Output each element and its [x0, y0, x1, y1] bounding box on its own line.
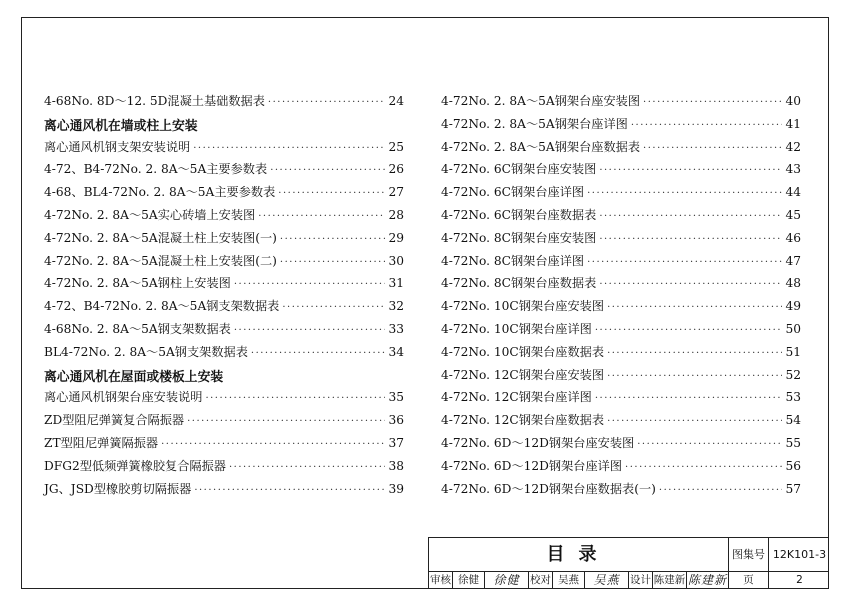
toc-page-number: 25: [388, 139, 404, 154]
toc-entry: [44, 388, 404, 411]
dot-leader: [193, 143, 385, 154]
toc-page-number: 49: [785, 299, 801, 314]
designer-name: 陈建新: [653, 571, 687, 589]
toc-page-number: 53: [785, 390, 801, 405]
title-block-signature-row: [429, 571, 829, 589]
dot-leader: [595, 325, 783, 336]
toc-entry-title: 4-72No. 6C钢架台座数据表: [441, 207, 597, 222]
toc-page-number: 52: [785, 367, 801, 382]
check-label: 校对: [529, 571, 553, 589]
toc-section-heading: [44, 115, 404, 138]
toc-page-number: 27: [388, 185, 404, 200]
toc-page-number: 47: [785, 253, 801, 268]
dot-leader: [643, 97, 782, 108]
dot-leader: [607, 416, 782, 427]
toc-entry-title: 4-72No. 8C钢架台座安装图: [441, 230, 597, 245]
toc-entry-title: 4-72No. 10C钢架台座数据表: [441, 344, 605, 359]
toc-page-number: 37: [388, 435, 404, 450]
toc-left-column: [44, 92, 404, 502]
toc-entry: [441, 92, 801, 115]
dot-leader: [625, 462, 782, 473]
dot-leader: [258, 211, 385, 222]
toc-entry: [44, 160, 404, 183]
atlas-number: 12K101-3: [772, 548, 827, 561]
dot-leader: [161, 439, 385, 450]
toc-entry: [44, 274, 404, 297]
toc-entry-title: ZD型阻尼弹簧复合隔振器: [44, 413, 185, 428]
dot-leader: [278, 188, 385, 199]
toc-entry-title: 4-68No. 8D～12. 5D混凝土基础数据表: [44, 94, 265, 108]
reviewer-name: 徐健: [453, 571, 485, 589]
checker-name: 吴燕: [553, 571, 585, 589]
toc-page-number: 48: [785, 276, 801, 291]
dot-leader: [587, 257, 782, 268]
toc-entry-title: 4-72No. 2. 8A～5A混凝土柱上安装图(二): [44, 253, 277, 268]
dot-leader: [187, 416, 385, 427]
design-label: 设计: [629, 571, 653, 589]
dot-leader: [643, 143, 782, 154]
toc-entry-title: BL4-72No. 2. 8A～5A钢支架数据表: [44, 344, 248, 359]
title-block: [428, 537, 829, 589]
toc-entry-title: 4-68No. 2. 8A～5A钢支架数据表: [44, 321, 231, 336]
toc-entry: [441, 320, 801, 343]
dot-leader: [234, 325, 386, 336]
toc-page-number: 44: [785, 185, 801, 200]
dot-leader: [270, 165, 385, 176]
toc-entry: [44, 434, 404, 457]
dot-leader: [229, 462, 386, 473]
toc-entry-title: 4-72No. 6D～12D钢架台座详图: [441, 458, 623, 473]
dot-leader: [599, 279, 782, 290]
dot-leader: [587, 188, 782, 199]
toc-entry-title: 4-72No. 2. 8A～5A钢架台座详图: [441, 116, 628, 131]
toc-entry-title: JG、JSD型橡胶剪切隔振器: [44, 481, 192, 496]
toc-entry: [44, 183, 404, 206]
toc-entry-title: 4-72No. 6C钢架台座安装图: [441, 162, 597, 177]
dot-leader: [280, 257, 386, 268]
section-heading-text: 离心通风机在墙或柱上安装: [44, 118, 198, 134]
toc-entry: [44, 320, 404, 343]
toc-entry: [441, 343, 801, 366]
dot-leader: [251, 348, 386, 359]
toc-entry-title: 4-72、B4-72No. 2. 8A～5A主要参数表: [44, 162, 268, 177]
dot-leader: [205, 393, 385, 404]
toc-entry-title: ZT型阻尼弹簧隔振器: [44, 435, 159, 450]
toc-entry: [441, 388, 801, 411]
toc-section-heading: [44, 366, 404, 389]
toc-entry-title: 4-72No. 6D～12D钢架台座数据表(一): [441, 481, 656, 496]
toc-page-number: 26: [388, 162, 404, 177]
toc-entry-title: 4-72No. 6C钢架台座详图: [441, 185, 585, 200]
dot-leader: [637, 439, 782, 450]
toc-page-number: 46: [785, 230, 801, 245]
toc-entry: [44, 457, 404, 480]
toc-entry-title: 4-72No. 12C钢架台座数据表: [441, 413, 605, 428]
toc-entry-title: 4-72、B4-72No. 2. 8A～5A钢支架数据表: [44, 299, 280, 314]
designer-signature: 陈建新: [687, 573, 727, 587]
toc-entry: [441, 480, 801, 503]
toc-page-number: 54: [785, 413, 801, 428]
toc-entry: [44, 92, 404, 115]
toc-page-number: 30: [388, 253, 404, 268]
toc-page-number: 29: [388, 230, 404, 245]
toc-entry: [441, 183, 801, 206]
toc-page-number: 42: [785, 139, 801, 154]
dot-leader: [607, 302, 782, 313]
toc-entry: [441, 160, 801, 183]
dot-leader: [607, 348, 782, 359]
dot-leader: [631, 120, 783, 131]
dot-leader: [280, 234, 386, 245]
toc-entry-title: 4-72No. 10C钢架台座详图: [441, 321, 592, 336]
dot-leader: [599, 211, 782, 222]
toc-entry-title: 4-72No. 12C钢架台座安装图: [441, 367, 605, 382]
toc-entry: [44, 297, 404, 320]
toc-entry: [441, 366, 801, 389]
dot-leader: [599, 165, 782, 176]
toc-entry-title: 4-72No. 8C钢架台座详图: [441, 253, 585, 268]
toc-entry: [441, 274, 801, 297]
review-label: 审核: [429, 571, 453, 589]
toc-entry: [441, 297, 801, 320]
toc-entry-title: 4-72No. 8C钢架台座数据表: [441, 276, 597, 291]
toc-page-number: 32: [388, 299, 404, 314]
toc-entry-title: 离心通风机钢架台座安装说明: [44, 390, 203, 405]
toc-entry: [441, 411, 801, 434]
atlas-number-label: 图集号: [729, 538, 769, 571]
dot-leader: [607, 371, 782, 382]
toc-page-number: 50: [785, 321, 801, 336]
toc-entry-title: 4-72No. 6D～12D钢架台座安装图: [441, 435, 635, 450]
toc-right-column: [441, 92, 801, 502]
dot-leader: [599, 234, 782, 245]
toc-page-number: 24: [388, 94, 404, 108]
toc-entry-title: DFG2型低频弹簧橡胶复合隔振器: [44, 458, 226, 473]
dot-leader: [595, 393, 783, 404]
toc-page-number: 34: [388, 344, 404, 359]
dot-leader: [234, 279, 386, 290]
toc-entry: [44, 252, 404, 275]
toc-page-number: 36: [388, 413, 404, 428]
page-number: 2: [796, 574, 803, 586]
reviewer-signature: 徐健: [485, 571, 529, 589]
dot-leader: [268, 97, 386, 108]
toc-entry: [441, 138, 801, 161]
toc-page-number: 28: [388, 207, 404, 222]
toc-page-number: 51: [785, 344, 801, 359]
toc-entry-title: 4-72No. 12C钢架台座详图: [441, 390, 592, 405]
toc-page-number: 57: [785, 481, 801, 496]
toc-entry: [44, 480, 404, 503]
toc-entry-title: 4-72No. 2. 8A～5A钢架台座数据表: [441, 139, 641, 154]
toc-page-number: 31: [388, 276, 404, 291]
toc-page-number: 33: [388, 321, 404, 336]
toc-entry: [441, 115, 801, 138]
dot-leader: [194, 485, 385, 496]
checker-signature: 吴燕: [585, 571, 629, 589]
toc-entry: [441, 457, 801, 480]
toc-page-number: 35: [388, 390, 404, 405]
toc-entry: [44, 229, 404, 252]
toc-page-number: 41: [785, 116, 801, 131]
toc-page-number: 39: [388, 481, 404, 496]
toc-page-number: 56: [785, 458, 801, 473]
toc-entry-title: 4-72No. 2. 8A～5A钢架台座安装图: [441, 94, 641, 108]
toc-page-number: 45: [785, 207, 801, 222]
toc-entry: [44, 138, 404, 161]
toc-page-number: 43: [785, 162, 801, 177]
toc-entry: [441, 252, 801, 275]
toc-page-number: 55: [785, 435, 801, 450]
toc-entry: [44, 411, 404, 434]
toc-entry-title: 4-72No. 10C钢架台座安装图: [441, 299, 605, 314]
toc-entry: [441, 434, 801, 457]
page-label: 页: [729, 571, 769, 589]
toc-entry-title: 4-72No. 2. 8A～5A混凝土柱上安装图(一): [44, 230, 277, 245]
toc-entry-title: 4-72No. 2. 8A～5A钢柱上安装图: [44, 276, 231, 291]
toc-entry: [44, 343, 404, 366]
toc-entry-title: 4-68、BL4-72No. 2. 8A～5A主要参数表: [44, 185, 276, 200]
toc-entry-title: 4-72No. 2. 8A～5A实心砖墙上安装图: [44, 207, 256, 222]
toc-entry: [441, 229, 801, 252]
toc-page-number: 40: [785, 94, 801, 108]
toc-entry-title: 离心通风机钢支架安装说明: [44, 139, 191, 154]
dot-leader: [659, 485, 783, 496]
title-block-top-row: [429, 538, 829, 572]
toc-entry: [441, 206, 801, 229]
section-heading-text: 离心通风机在屋面或楼板上安装: [44, 369, 224, 385]
toc-entry: [44, 206, 404, 229]
page-title: 目录: [429, 538, 729, 571]
toc-page-number: 38: [388, 458, 404, 473]
dot-leader: [282, 302, 385, 313]
